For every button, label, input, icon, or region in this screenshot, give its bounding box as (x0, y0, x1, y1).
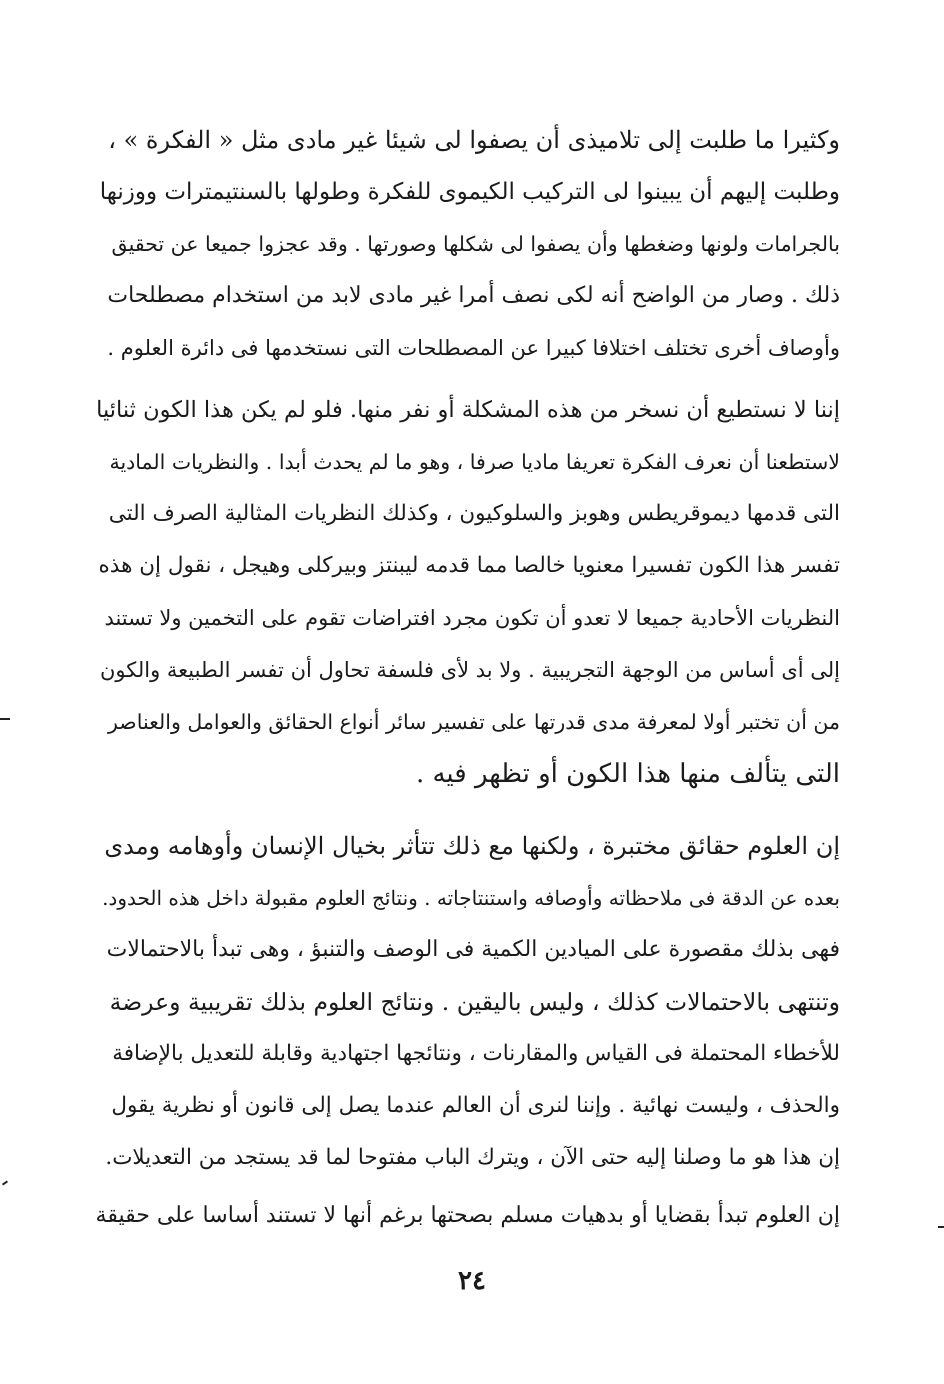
scan-margin-mark (0, 718, 10, 720)
scan-margin-mark (938, 1226, 944, 1228)
paragraph-3 (96, 820, 840, 1184)
text-line: النظريات الأحادية جميعا لا تعدو أن تكون مجرد افتراضات تقوم على التخمين ولا تستند (104, 606, 840, 630)
scan-margin-mark (2, 1180, 8, 1185)
text-line: فهى بذلك مقصورة على الميادين الكمية فى الوصف والتنبؤ ، وهى تبدأ بالاحتمالات (106, 937, 840, 962)
text-line: بعده عن الدقة فى ملاحظاته وأوصافه واستنتاجاته . ونتائج العلوم مقبولة داخل هذه الحدود. (102, 886, 840, 910)
text-line: وكثيرا ما طلبت إلى تلاميذى أن يصفوا لى شيئا غير مادى مثل « الفكرة » ، (108, 126, 840, 154)
text-line: وطلبت إليهم أن يبينوا لى التركيب الكيموى للفكرة وطولها بالسنتيمترات ووزنها (99, 179, 840, 205)
text-line: ذلك . وصار من الواضح أنه لكى نصف أمرا غير مادى لابد من استخدام مصطلحات (107, 283, 840, 308)
text-line: لاستطعنا أن نعرف الفكرة تعريفا ماديا صرفا ، وهو ما لم يحدث أبدا . والنظريات المادية (109, 450, 840, 474)
paragraph-2 (96, 384, 840, 800)
text-line: إن العلوم تبدأ بقضايا أو بدهيات مسلم بصحتها برغم أنها لا تستند أساسا على حقيقة (96, 1203, 840, 1228)
paragraph-4 (96, 1190, 840, 1242)
text-line: والحذف ، وليست نهائية . وإننا لنرى أن العالم عندما يصل إلى قانون أو نظرية يقول (111, 1093, 840, 1118)
text-line: للأخطاء المحتملة فى القياس والمقارنات ، ونتائجها اجتهادية وقابلة للتعديل بالإضافة (112, 1041, 840, 1066)
text-line: إن العلوم حقائق مختبرة ، ولكنها مع ذلك تتأثر بخيال الإنسان وأوهامه ومدى (104, 832, 840, 860)
text-line: إلى أى أساس من الوجهة التجريبية . ولا بد لأى فلسفة تحاول أن تفسر الطبيعة والكون (99, 658, 840, 682)
page-number: ٢٤ (458, 1266, 486, 1296)
text-line: إننا لا نستطيع أن نسخر من هذه المشكلة أو نفر منها. فلو لم يكن هذا الكون ثنائيا (96, 397, 840, 423)
text-line: التى قدمها ديموقريطس وهوبز والسلوكيون ، وكذلك النظريات المثالية الصرف التى (108, 501, 840, 526)
text-line: وأوصاف أخرى تختلف اختلافا كبيرا عن المصطلحات التى نستخدمها فى دائرة العلوم . (107, 336, 840, 360)
paragraph-1 (96, 114, 840, 374)
text-line: تفسر هذا الكون تفسيرا معنويا خالصا مما قدمه ليبنتز وبيركلى وهيجل ، نقول إن هذه (98, 553, 840, 578)
text-line: بالجرامات ولونها وضغطها وأن يصفوا لى شكلها وصورتها . وقد عجزوا جميعا عن تحقيق (111, 232, 840, 256)
text-line: من أن تختبر أولا لمعرفة مدى قدرتها على تفسير سائر أنواع الحقائق والعوامل والعناصر (107, 710, 840, 734)
text-line: وتنتهى بالاحتمالات كذلك ، وليس باليقين . ونتائج العلوم بذلك تقريبية وعرضة (109, 988, 840, 1016)
text-line: إن هذا هو ما وصلنا إليه حتى الآن ، ويترك الباب مفتوحا لما قد يستجد من التعديلات. (105, 1145, 840, 1170)
text-line: التى يتألف منها هذا الكون أو تظهر فيه . (415, 759, 840, 789)
